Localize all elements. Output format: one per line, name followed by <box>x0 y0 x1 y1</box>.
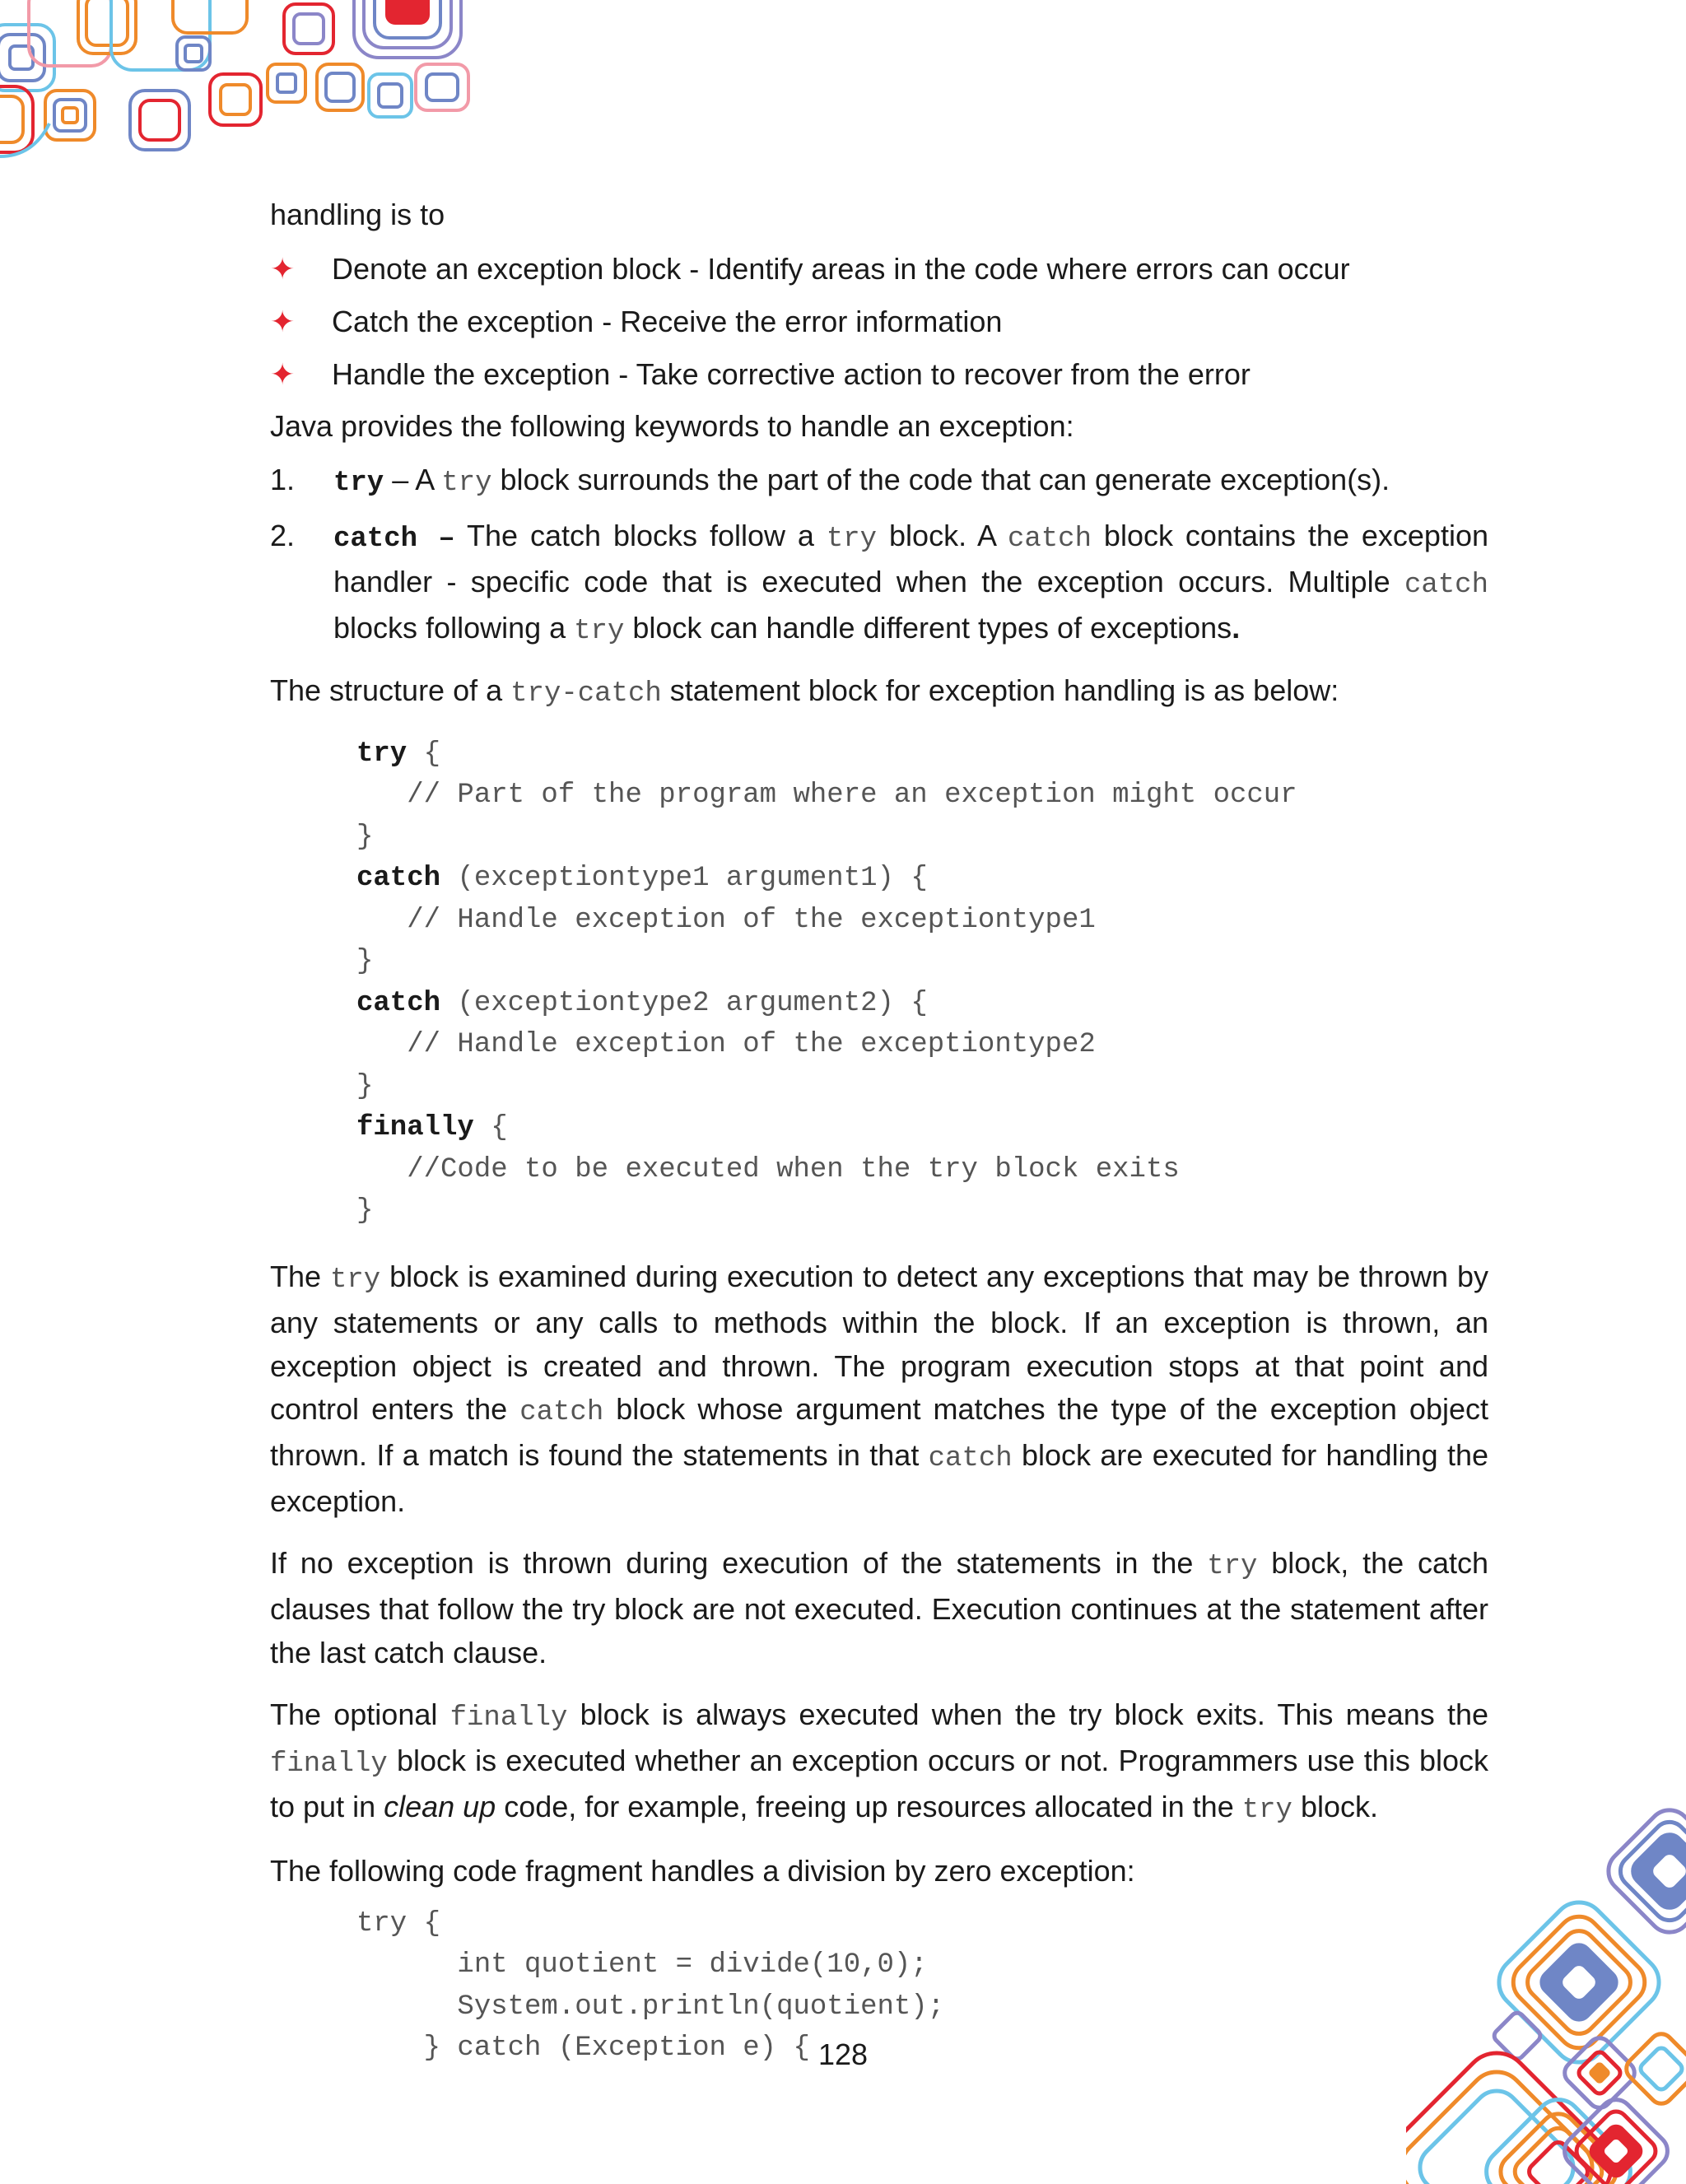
intro-line <box>270 193 1488 237</box>
code-keyword: catch <box>356 863 441 895</box>
code-keyword: catch <box>356 987 441 1019</box>
item-text: The catch blocks follow a <box>454 518 827 552</box>
star-bullet-icon: ✦ <box>270 304 296 338</box>
inline-code: try <box>826 523 878 555</box>
star-bullet-icon: ✦ <box>270 356 296 391</box>
inline-code: try <box>574 615 625 647</box>
emphasis-text: clean up <box>384 1790 496 1823</box>
item-text: block. A <box>877 518 1008 552</box>
code-line <box>356 988 928 1019</box>
para-text: The optional <box>270 1697 450 1732</box>
keyword-item-try <box>270 459 1488 505</box>
code-text: } <box>356 1070 374 1102</box>
para-text: block, the catch clauses that follow the try block are not executed. Execution continues at the statement after the last catch clause. <box>270 1546 1488 1670</box>
keywords-intro-text: Java provides the following keywords to handle an exception: <box>270 408 1074 443</box>
bullet-text: Denote an exception block - Identify areas in the code where errors can occur <box>332 251 1350 286</box>
code-text: (exceptiontype2 argument2) { <box>440 987 928 1019</box>
inline-code: catch <box>1404 569 1488 601</box>
bullet-item <box>270 352 1488 397</box>
code-line: } catch (Exception e) { <box>356 2033 810 2065</box>
item-text: – A <box>384 462 442 496</box>
inline-code: catch <box>928 1443 1013 1475</box>
keywords-intro <box>270 405 1488 449</box>
code-line <box>356 1029 1096 1060</box>
code-line: System.out.println(quotient); <box>356 1991 945 2023</box>
code-keyword: try <box>356 738 408 770</box>
code-text: (exceptiontype1 argument1) { <box>440 863 928 895</box>
para-text: The <box>270 1259 330 1293</box>
page-content <box>270 193 1488 2093</box>
page-number: 128 <box>817 2037 869 2071</box>
para-text: block are executed for handling the exception. <box>270 1438 1489 1519</box>
code-line <box>356 780 1297 811</box>
item-number: 2. <box>270 518 296 552</box>
code-line <box>356 1154 1180 1185</box>
bullet-list <box>270 247 1488 397</box>
para-text: The structure of a <box>270 673 511 707</box>
code-text: // Handle exception of the exceptiontype1 <box>356 904 1096 936</box>
para-text: block is examined during execution to detect any exceptions that may be thrown by any statements or any calls to methods within the block. If an exception is thrown, an exception object is created and thrown. The program execution stops at that point and control enters the <box>270 1259 1488 1427</box>
code-text: { <box>473 1112 508 1144</box>
paragraph-finally <box>270 1693 1488 1832</box>
code-line <box>356 822 373 853</box>
inline-code: try <box>1207 1551 1258 1583</box>
code-line: int quotient = divide(10,0); <box>356 1949 928 1981</box>
code-text: //Code to be executed when the try block exits <box>356 1153 1180 1185</box>
decorative-squares-top-left <box>0 0 477 165</box>
item-number: 1. <box>270 462 296 496</box>
code-line: try { <box>356 1907 441 1940</box>
fragment-intro <box>270 1850 1488 1893</box>
code-keyword: finally <box>356 1112 474 1144</box>
inline-code: catch <box>1007 523 1092 555</box>
inline-code: catch <box>519 1397 604 1429</box>
keyword-try: try <box>333 467 384 499</box>
para-text: The following code fragment handles a division by zero exception: <box>270 1853 1135 1888</box>
code-line <box>356 1112 508 1143</box>
para-text: block is always executed when the try block exits. This means the <box>567 1697 1488 1732</box>
para-text: code, for example, freeing up resources allocated in the <box>496 1790 1242 1823</box>
para-text: block. <box>1292 1790 1378 1823</box>
item-text: block surrounds the part of the code that can generate exception(s). <box>491 462 1390 496</box>
code-line <box>356 738 440 770</box>
inline-code: try <box>329 1264 381 1296</box>
code-line <box>356 946 373 977</box>
inline-code: try <box>1241 1795 1292 1826</box>
code-line <box>356 863 928 894</box>
keyword-catch: catch – <box>333 523 455 555</box>
code-text: } <box>356 946 374 978</box>
structure-intro <box>270 669 1488 715</box>
inline-code: finally <box>270 1749 388 1781</box>
item-text: . <box>1232 610 1241 645</box>
inline-code: finally <box>449 1702 568 1735</box>
item-text: blocks following a <box>333 610 575 645</box>
intro-line-text: handling is to <box>270 198 445 231</box>
inline-code: try <box>441 467 492 499</box>
paragraph-try-explained <box>270 1255 1488 1525</box>
code-text: { <box>407 738 441 770</box>
keyword-item-catch <box>270 515 1488 653</box>
code-text: } <box>356 821 374 853</box>
code-line <box>356 1071 373 1102</box>
code-text: // Handle exception of the exceptiontype2 <box>356 1029 1096 1061</box>
bullet-item <box>270 247 1488 291</box>
paragraph-no-exception <box>270 1542 1488 1675</box>
para-text: If no exception is thrown during execution of the statements in the <box>270 1546 1208 1581</box>
inline-code: try-catch <box>510 678 662 710</box>
star-bullet-icon: ✦ <box>270 251 296 286</box>
bullet-text: Handle the exception - Take corrective action to recover from the error <box>332 356 1251 391</box>
code-line <box>356 905 1096 936</box>
bullet-item <box>270 300 1488 344</box>
keyword-list <box>270 459 1488 653</box>
para-text: block is executed whether an exception occurs or not. Programmers use this block to put in <box>270 1744 1488 1823</box>
code-text: } <box>356 1195 374 1227</box>
item-text: block can handle different types of exceptions <box>624 610 1232 645</box>
code-text: // Part of the program where an exception might occur <box>356 780 1297 812</box>
para-text: block whose argument matches the type of the exception object thrown. If a match is found the statements in that <box>270 1392 1488 1473</box>
para-text: statement block for exception handling is as below: <box>661 673 1339 707</box>
item-text: block contains the exception handler - specific code that is executed when the exception occurs. Multiple <box>333 518 1488 598</box>
bullet-text: Catch the exception - Receive the error information <box>332 304 1003 338</box>
code-block-try-catch <box>356 733 1488 1232</box>
code-line <box>356 1195 373 1227</box>
